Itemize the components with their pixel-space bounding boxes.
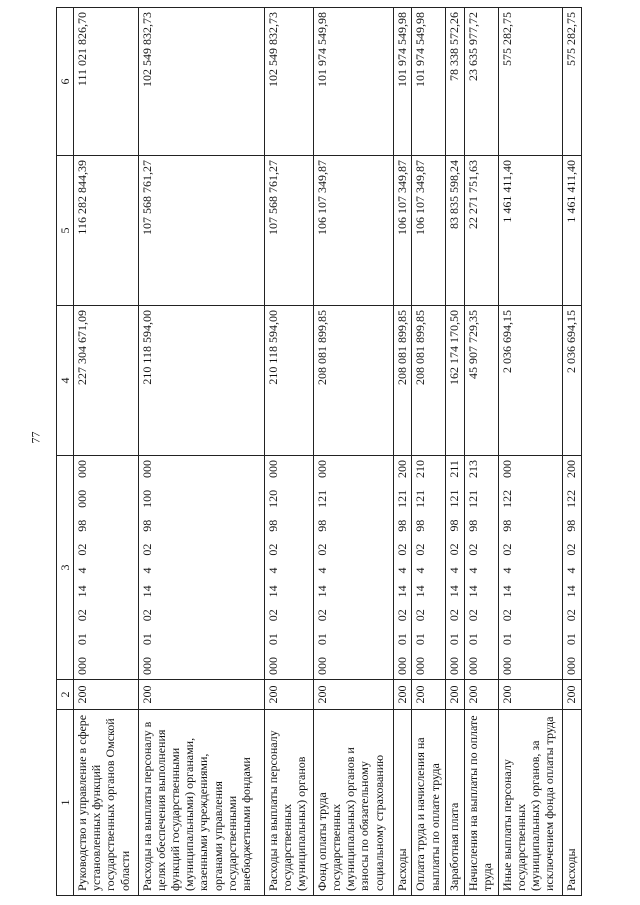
code-part: 4 [564,567,579,574]
code-part: 000 [75,489,90,508]
code-part: 98 [75,519,90,532]
code-part: 121 [413,489,428,508]
budget-code-parts [266,460,280,675]
code-part: 000 [75,657,90,675]
code-part: 02 [499,609,514,622]
code-part: 14 [314,585,329,598]
code-part: 01 [499,633,514,646]
code-part: 98 [465,519,480,532]
table-row [446,8,465,896]
row-name: Иные выплаты персоналу государственных (муниципальных) органов, за исключением фонда оплаты труда [498,710,563,896]
code-part: 000 [139,460,154,478]
code-part: 14 [75,585,90,598]
amount-col4: 227 304 671,09 [74,306,139,456]
code-part: 98 [564,519,579,532]
code-part: 02 [394,609,409,622]
budget-code [412,456,446,680]
code-part: 120 [265,489,280,508]
code-part: 98 [447,519,462,532]
code-part: 000 [564,657,579,675]
table-row [313,8,393,896]
code-part: 14 [394,585,409,598]
code-part: 02 [314,543,329,556]
code-part: 4 [465,567,480,574]
admin-code: 200 [264,680,313,710]
code-part: 02 [447,609,462,622]
code-part: 121 [447,489,462,508]
table-row [563,8,582,896]
code-part: 4 [75,567,90,574]
page-number: 77 [28,431,43,444]
amount-col6: 102 549 832,73 [264,8,313,156]
code-part: 02 [465,609,480,622]
table-row [393,8,412,896]
code-part: 98 [499,519,514,532]
code-part: 200 [394,460,409,478]
budget-code [138,456,264,680]
code-part: 000 [499,460,514,478]
code-part: 98 [413,519,428,532]
amount-col6: 575 282,75 [563,8,582,156]
amount-col5: 106 107 349,87 [393,156,412,306]
admin-code: 200 [393,680,412,710]
budget-code [313,456,393,680]
code-part: 02 [394,543,409,556]
table-row [264,8,313,896]
budget-code-parts [395,460,409,675]
code-part: 02 [499,543,514,556]
header-cell: 1 [57,710,74,896]
code-part: 14 [139,585,154,598]
amount-col5: 106 107 349,87 [313,156,393,306]
code-part: 01 [394,633,409,646]
code-part: 122 [564,489,579,508]
amount-col5: 83 835 598,24 [446,156,465,306]
table-row [464,8,498,896]
code-part: 01 [75,633,90,646]
table-row [498,8,563,896]
code-part: 4 [394,567,409,574]
code-part: 000 [394,657,409,675]
amount-col5: 22 271 751,63 [464,156,498,306]
amount-col5: 1 461 411,40 [563,156,582,306]
code-part: 4 [265,567,280,574]
budget-code [464,456,498,680]
admin-code: 200 [446,680,465,710]
amount-col4: 208 081 899,85 [313,306,393,456]
code-part: 4 [139,567,154,574]
code-part: 000 [265,657,280,675]
budget-code-parts [466,460,480,675]
code-part: 14 [413,585,428,598]
amount-col6: 78 338 572,26 [446,8,465,156]
table-row [138,8,264,896]
amount-col5: 107 568 761,27 [138,156,264,306]
code-part: 000 [413,657,428,675]
code-part: 000 [139,657,154,675]
code-part: 01 [447,633,462,646]
code-part: 98 [394,519,409,532]
table-body [74,8,582,896]
code-part: 000 [265,460,280,478]
admin-code: 200 [464,680,498,710]
header-cell: 4 [57,306,74,456]
code-part: 02 [447,543,462,556]
code-part: 02 [465,543,480,556]
code-part: 122 [499,489,514,508]
header-row [57,8,74,896]
code-part: 4 [447,567,462,574]
admin-code: 200 [563,680,582,710]
code-part: 14 [265,585,280,598]
budget-code [446,456,465,680]
amount-col4: 208 081 899,85 [393,306,412,456]
row-name: Заработная плата [446,710,465,896]
code-part: 02 [139,543,154,556]
code-part: 98 [314,519,329,532]
code-part: 14 [447,585,462,598]
budget-code-parts [315,460,329,675]
code-part: 000 [314,657,329,675]
code-part: 200 [564,460,579,478]
admin-code: 200 [74,680,139,710]
code-part: 02 [265,609,280,622]
code-part: 14 [465,585,480,598]
amount-col6: 111 021 826,70 [74,8,139,156]
code-part: 02 [314,609,329,622]
budget-code [498,456,563,680]
row-name: Расходы на выплаты персоналу государственных (муниципальных) органов [264,710,313,896]
amount-col4: 2 036 694,15 [498,306,563,456]
code-part: 213 [465,460,480,478]
code-part: 01 [314,633,329,646]
budget-code [74,456,139,680]
amount-col5: 1 461 411,40 [498,156,563,306]
amount-col5: 116 282 844,39 [74,156,139,306]
code-part: 98 [265,519,280,532]
amount-col6: 101 974 549,98 [313,8,393,156]
code-part: 02 [75,543,90,556]
amount-col4: 162 174 170,50 [446,306,465,456]
row-name: Расходы [563,710,582,896]
code-part: 02 [75,609,90,622]
budget-code [393,456,412,680]
code-part: 210 [413,460,428,478]
header-cell: 2 [57,680,74,710]
row-name: Расходы [393,710,412,896]
amount-col4: 210 118 594,00 [264,306,313,456]
budget-code [563,456,582,680]
code-part: 000 [465,657,480,675]
amount-col5: 107 568 761,27 [264,156,313,306]
admin-code: 200 [412,680,446,710]
rotated-table-wrapper [56,8,582,896]
code-part: 02 [413,609,428,622]
code-part: 000 [314,460,329,478]
amount-col6: 575 282,75 [498,8,563,156]
code-part: 01 [413,633,428,646]
admin-code: 200 [498,680,563,710]
code-part: 121 [465,489,480,508]
header-cell: 5 [57,156,74,306]
code-part: 01 [564,633,579,646]
code-part: 02 [564,543,579,556]
budget-code-parts [140,460,154,675]
amount-col4: 2 036 694,15 [563,306,582,456]
admin-code: 200 [313,680,393,710]
code-part: 98 [139,519,154,532]
code-part: 211 [447,460,462,478]
header-cell: 3 [57,456,74,680]
budget-code-parts [564,460,578,675]
code-part: 02 [413,543,428,556]
row-name: Фонд оплаты труда государственных (муниципальных) органов и взносы по обязательному социальному страхованию [313,710,393,896]
budget-code-parts [500,460,514,675]
code-part: 02 [564,609,579,622]
amount-col6: 101 974 549,98 [393,8,412,156]
amount-col6: 102 549 832,73 [138,8,264,156]
amount-col4: 208 081 899,85 [412,306,446,456]
budget-code-parts [75,460,89,675]
code-part: 01 [265,633,280,646]
code-part: 01 [465,633,480,646]
row-name: Руководство и управление в сфере установленных функций государственных органов Омской области [74,710,139,896]
amount-col4: 45 907 729,35 [464,306,498,456]
table-row [412,8,446,896]
budget-table [56,7,582,896]
budget-code [264,456,313,680]
row-name: Оплата труда и начисления на выплаты по оплате труда [412,710,446,896]
admin-code: 200 [138,680,264,710]
amount-col6: 101 974 549,98 [412,8,446,156]
code-part: 121 [394,489,409,508]
row-name: Начисления на выплаты по оплате труда [464,710,498,896]
code-part: 000 [75,460,90,478]
code-part: 14 [499,585,514,598]
code-part: 4 [413,567,428,574]
header-cell: 6 [57,8,74,156]
amount-col4: 210 118 594,00 [138,306,264,456]
code-part: 02 [139,609,154,622]
amount-col6: 23 635 977,72 [464,8,498,156]
code-part: 01 [139,633,154,646]
code-part: 000 [499,657,514,675]
code-part: 02 [265,543,280,556]
row-name: Расходы на выплаты персоналу в целях обеспечения выполнения функций государственными (муниципальными) органами, казенными учреждениями, органами управления государственными внебюджетными фондами [138,710,264,896]
code-part: 000 [447,657,462,675]
code-part: 4 [499,567,514,574]
code-part: 121 [314,489,329,508]
code-part: 100 [139,489,154,508]
code-part: 4 [314,567,329,574]
code-part: 14 [564,585,579,598]
table-row [74,8,139,896]
budget-code-parts [447,460,461,675]
budget-code-parts [413,460,427,675]
amount-col5: 106 107 349,87 [412,156,446,306]
